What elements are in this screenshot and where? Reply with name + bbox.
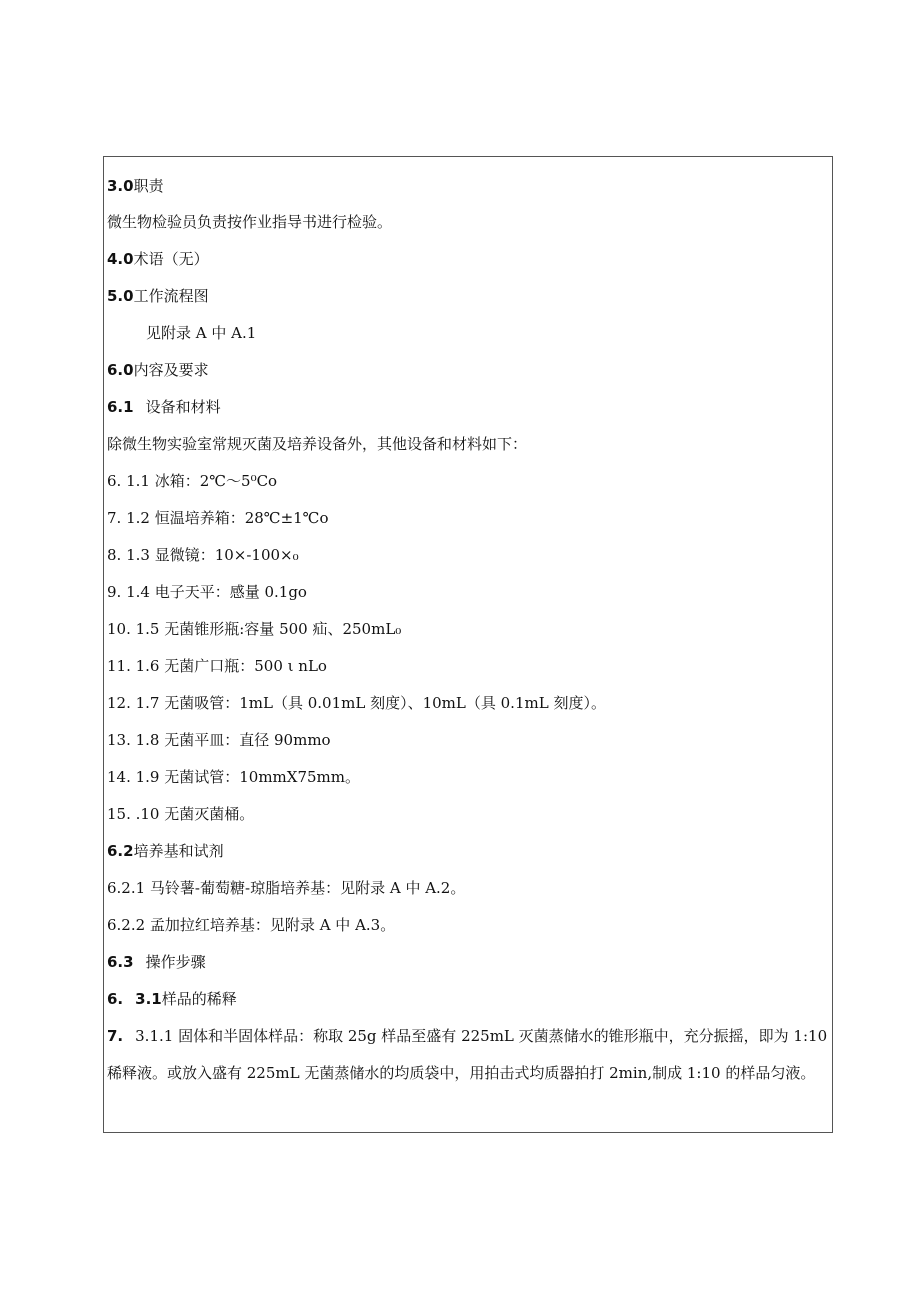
equipment-item: 11. 1.6 无菌广口瓶：500 ι nLo (107, 657, 327, 675)
section-6-2-heading: 6.2培养基和试剂 (107, 842, 224, 860)
equipment-item: 6. 1.1 冰箱：2℃～5⁰Co (107, 472, 278, 490)
procedure-paragraph: 7. 3.1.1 固体和半固体样品：称取 25g 样品至盛有 225mL 灭菌蒸储水的锥形瓶中，充分振摇，即为 1:10 稀释液。或放入盛有 225mL 无菌蒸储水的均质袋中，用拍击式均质器拍打 2min,制成 1:10 的样品匀液。 (107, 1027, 828, 1082)
section-6-3-1-heading: 6. 3.1样品的稀释 (107, 990, 237, 1008)
equipment-item: 14. 1.9 无菌试管：10mmX75mm。 (107, 768, 360, 786)
section-6-1-heading: 6.1 设备和材料 (107, 398, 221, 416)
section-5-heading: 5.0工作流程图 (107, 287, 209, 305)
equipment-item: 10. 1.5 无菌锥形瓶:容量 500 疝、250mL₀ (107, 620, 402, 638)
equipment-item: 15. .10 无菌灭菌桶。 (107, 805, 255, 823)
equipment-item: 12. 1.7 无菌吸管：1mL（具 0.01mL 刻度）、10mL（具 0.1mL 刻度）。 (107, 694, 606, 712)
equipment-item: 7. 1.2 恒温培养箱：28℃±1℃o (107, 509, 329, 527)
section-5-body: 见附录 A 中 A.1 (146, 324, 257, 342)
section-6-heading: 6.0内容及要求 (107, 361, 209, 379)
media-item: 6.2.2 孟加拉红培养基：见附录 A 中 A.3。 (107, 916, 396, 934)
equipment-item: 8. 1.3 显微镜：10×-100×₀ (107, 546, 299, 564)
equipment-item: 9. 1.4 电子天平：感量 0.1go (107, 583, 307, 601)
section-4-heading: 4.0术语（无） (107, 250, 209, 268)
document-frame (103, 156, 833, 1133)
media-item: 6.2.1 马铃薯-葡萄糖-琼脂培养基：见附录 A 中 A.2。 (107, 879, 466, 897)
section-6-1-intro: 除微生物实验室常规灭菌及培养设备外，其他设备和材料如下： (107, 435, 528, 453)
section-3-body: 微生物检验员负责按作业指导书进行检验。 (107, 213, 393, 231)
section-3-heading: 3.0职责 (107, 177, 164, 195)
equipment-item: 13. 1.8 无菌平皿：直径 90mmo (107, 731, 331, 749)
section-6-3-heading: 6.3 操作步骤 (107, 953, 206, 971)
